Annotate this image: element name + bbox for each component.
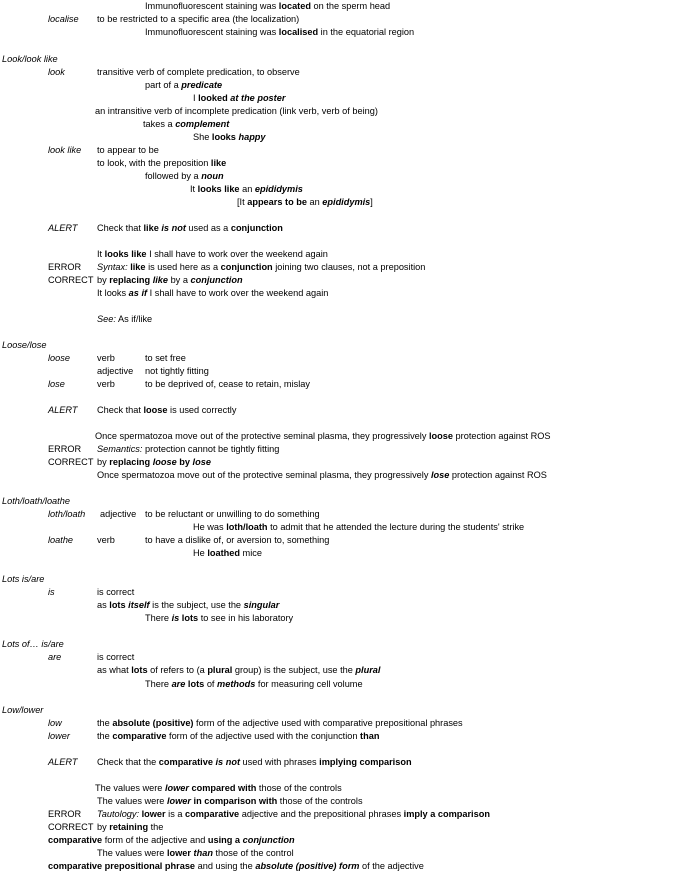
- text-segment: compared with: [191, 783, 257, 793]
- text-segment: to have a dislike of, or aversion to, something: [145, 535, 330, 545]
- text-segment: used as a: [185, 223, 231, 233]
- text-segment: for measuring cell volume: [255, 679, 363, 689]
- text-line: [100, 509, 136, 520]
- text-segment: Immunofluorescent staining was: [145, 1, 279, 11]
- text-segment: is: [48, 587, 55, 597]
- text-segment: the: [97, 718, 113, 728]
- text-segment: to look, with the preposition: [97, 158, 211, 168]
- text-segment: ERROR: [48, 444, 82, 454]
- text-segment: looked: [198, 93, 228, 103]
- text-segment: retaining: [109, 822, 149, 832]
- text-line: [193, 132, 266, 143]
- text-line: [145, 379, 310, 390]
- text-segment: Low/lower: [2, 705, 44, 715]
- text-line: [97, 379, 115, 390]
- text-segment: Check that the: [97, 757, 159, 767]
- text-segment: protection against ROS: [449, 470, 547, 480]
- text-line: [2, 574, 44, 585]
- text-line: [145, 366, 209, 377]
- text-segment: loose: [48, 353, 70, 363]
- text-segment: and using the: [195, 861, 256, 871]
- text-line: [97, 848, 294, 859]
- text-segment: low: [48, 718, 62, 728]
- text-segment: implying comparison: [319, 757, 412, 767]
- text-segment: lower: [141, 809, 166, 819]
- text-segment: in the equatorial region: [318, 27, 415, 37]
- text-line: [97, 535, 115, 546]
- text-segment: than: [193, 848, 213, 858]
- text-segment: loth/loath: [226, 522, 268, 532]
- text-segment: See:: [97, 314, 116, 324]
- text-segment: Check that: [97, 405, 144, 415]
- text-segment: Semantics:: [97, 444, 143, 454]
- text-segment: at the poster: [230, 93, 286, 103]
- text-line: [2, 705, 43, 716]
- text-segment: There: [145, 679, 172, 689]
- text-line: [145, 171, 224, 182]
- text-segment: lots: [109, 600, 126, 610]
- text-segment: verb: [97, 379, 115, 389]
- text-line: [97, 470, 547, 481]
- text-segment: CORRECT: [48, 457, 94, 467]
- text-segment: takes a: [143, 119, 176, 129]
- text-segment: conjunction: [190, 275, 243, 285]
- text-line: [48, 861, 424, 872]
- text-segment: plural: [355, 665, 381, 675]
- text-segment: by: [179, 457, 190, 467]
- text-segment: Once spermatozoa move out of the protective seminal plasma, they progressively: [97, 470, 431, 480]
- text-line: [97, 587, 134, 598]
- text-line: [48, 223, 77, 234]
- text-segment: comparative: [158, 757, 213, 767]
- text-line: [48, 509, 85, 520]
- text-segment: looks like: [104, 249, 147, 259]
- text-segment: The values were: [95, 783, 165, 793]
- text-line: [97, 249, 328, 260]
- text-line: [97, 314, 152, 325]
- text-line: [193, 522, 524, 533]
- text-segment: an intransitive verb of incomplete predication (link verb, verb of being): [95, 106, 378, 116]
- text-line: [48, 835, 295, 846]
- text-segment: imply a comparison: [403, 809, 490, 819]
- text-segment: ALERT: [48, 223, 78, 233]
- text-segment: There: [145, 613, 172, 623]
- text-segment: of: [204, 679, 218, 689]
- text-segment: ERROR: [48, 809, 82, 819]
- text-line: [145, 80, 222, 91]
- text-line: [97, 665, 380, 676]
- text-line: [145, 679, 363, 690]
- text-segment: are: [171, 679, 186, 689]
- text-segment: methods: [217, 679, 256, 689]
- text-segment: loathed: [207, 548, 240, 558]
- text-line: [97, 809, 490, 820]
- text-segment: part of a: [145, 80, 182, 90]
- text-segment: plural: [207, 665, 233, 675]
- text-segment: He: [193, 548, 208, 558]
- text-line: [97, 757, 412, 768]
- text-segment: I shall have to work over the weekend again: [147, 288, 329, 298]
- text-line: [48, 822, 93, 833]
- text-segment: It: [97, 249, 105, 259]
- text-segment: of refers to (a: [147, 665, 208, 675]
- text-line: [48, 457, 93, 468]
- text-segment: adjective and the prepositional phrases: [239, 809, 404, 819]
- text-line: [193, 93, 285, 104]
- text-segment: As if/like: [115, 314, 153, 324]
- text-segment: those of the controls: [256, 783, 342, 793]
- text-segment: He was: [193, 522, 227, 532]
- text-segment: joining two clauses, not a preposition: [272, 262, 426, 272]
- text-line: [97, 718, 463, 729]
- text-segment: are: [48, 652, 62, 662]
- text-segment: on the sperm head: [310, 1, 391, 11]
- text-segment: in comparison with: [193, 796, 278, 806]
- text-segment: loth/loath: [48, 509, 86, 519]
- text-segment: like: [152, 275, 169, 285]
- text-line: [48, 757, 77, 768]
- text-segment: lots: [181, 613, 199, 623]
- text-segment: Lots of… is/are: [2, 639, 64, 649]
- text-segment: I shall have to work over the weekend again: [146, 249, 328, 259]
- text-segment: lower: [48, 731, 70, 741]
- text-segment: adjective: [97, 366, 134, 376]
- text-line: [95, 106, 378, 117]
- text-line: [97, 405, 236, 416]
- text-segment: CORRECT: [48, 275, 94, 285]
- text-segment: loose: [428, 431, 453, 441]
- text-segment: form of the adjective and: [102, 835, 208, 845]
- text-segment: using a: [207, 835, 241, 845]
- text-segment: lower: [166, 848, 191, 858]
- text-segment: the: [148, 822, 164, 832]
- text-segment: [It: [237, 197, 248, 207]
- text-segment: is a: [165, 809, 186, 819]
- text-segment: Tautology:: [97, 809, 140, 819]
- text-line: [97, 14, 299, 25]
- text-segment: lose: [430, 470, 450, 480]
- text-line: [145, 613, 293, 624]
- text-segment: protection against ROS: [452, 431, 551, 441]
- text-segment: to be deprived of, cease to retain, mislay: [145, 379, 310, 389]
- text-segment: conjunction: [230, 223, 283, 233]
- text-segment: replacing: [109, 275, 151, 285]
- text-line: [48, 444, 81, 455]
- text-segment: comparative prepositional phrase: [48, 861, 196, 871]
- text-line: [97, 145, 159, 156]
- text-segment: by a: [168, 275, 191, 285]
- text-segment: verb: [97, 535, 115, 545]
- text-segment: replacing: [109, 457, 151, 467]
- text-line: [145, 509, 320, 520]
- text-segment: group) is the subject, use the: [232, 665, 356, 675]
- text-segment: localised: [278, 27, 319, 37]
- text-segment: like: [130, 262, 146, 272]
- text-line: [190, 184, 303, 195]
- text-segment: lose: [48, 379, 65, 389]
- text-segment: absolute (positive) form: [255, 861, 360, 871]
- text-segment: an: [239, 184, 255, 194]
- text-segment: The values were: [97, 796, 167, 806]
- text-segment: as what: [97, 665, 132, 675]
- text-segment: She: [193, 132, 212, 142]
- text-segment: by: [97, 822, 110, 832]
- text-segment: protection cannot be tightly fitting: [142, 444, 280, 454]
- text-segment: CORRECT: [48, 822, 94, 832]
- text-line: [97, 288, 328, 299]
- text-segment: looks: [211, 132, 236, 142]
- text-segment: to appear to be: [97, 145, 159, 155]
- text-segment: look like: [48, 145, 82, 155]
- text-segment: is not: [215, 757, 240, 767]
- text-line: [97, 353, 115, 364]
- text-line: [95, 783, 342, 794]
- text-line: [97, 600, 279, 611]
- text-line: [145, 1, 390, 12]
- text-line: [48, 67, 65, 78]
- text-segment: as if: [128, 288, 148, 298]
- text-line: [97, 444, 279, 455]
- text-segment: epididymis: [322, 197, 371, 207]
- text-segment: Immunofluorescent staining was: [145, 27, 279, 37]
- text-segment: those of the control: [212, 848, 294, 858]
- text-line: [2, 340, 46, 351]
- text-segment: transitive verb of complete predication, to observe: [97, 67, 300, 77]
- text-line: [48, 405, 77, 416]
- text-segment: adjective: [100, 509, 137, 519]
- text-line: [48, 535, 73, 546]
- text-segment: is not: [161, 223, 186, 233]
- text-segment: noun: [201, 171, 224, 181]
- text-segment: is used here as a: [145, 262, 221, 272]
- text-segment: comparative: [185, 809, 240, 819]
- text-line: [48, 379, 65, 390]
- text-segment: form of the adjective used with comparative prepositional phrases: [193, 718, 463, 728]
- text-segment: loose: [152, 457, 177, 467]
- text-line: [48, 731, 70, 742]
- text-line: [2, 54, 58, 65]
- text-segment: of the adjective: [359, 861, 424, 871]
- text-segment: ALERT: [48, 757, 78, 767]
- text-segment: It: [190, 184, 198, 194]
- text-segment: singular: [243, 600, 280, 610]
- text-segment: lose: [192, 457, 211, 467]
- text-segment: Lots is/are: [2, 574, 45, 584]
- text-segment: itself: [128, 600, 150, 610]
- text-segment: predicate: [181, 80, 223, 90]
- text-line: [237, 197, 373, 208]
- text-segment: ]: [370, 197, 373, 207]
- text-line: [95, 431, 551, 442]
- text-line: [48, 652, 61, 663]
- text-segment: lots: [131, 665, 148, 675]
- text-segment: ALERT: [48, 405, 78, 415]
- text-segment: like: [210, 158, 227, 168]
- text-line: [97, 275, 243, 286]
- text-segment: ERROR: [48, 262, 82, 272]
- text-line: [97, 67, 300, 78]
- text-segment: lots: [187, 679, 205, 689]
- text-segment: is: [171, 613, 180, 623]
- text-line: [48, 718, 62, 729]
- text-segment: than: [360, 731, 380, 741]
- text-segment: conjunction: [242, 835, 295, 845]
- text-segment: not tightly fitting: [145, 366, 209, 376]
- text-line: [48, 14, 79, 25]
- text-line: [48, 353, 70, 364]
- text-line: [48, 145, 81, 156]
- text-segment: complement: [175, 119, 230, 129]
- text-segment: Check that: [97, 223, 144, 233]
- text-segment: The values were: [97, 848, 167, 858]
- text-segment: is correct: [97, 587, 135, 597]
- text-segment: mice: [239, 548, 262, 558]
- text-segment: appears to be: [247, 197, 307, 207]
- text-line: [48, 275, 93, 286]
- text-line: [145, 27, 414, 38]
- text-segment: Once spermatozoa move out of the protective seminal plasma, they progressively: [95, 431, 429, 441]
- text-segment: happy: [238, 132, 266, 142]
- text-segment: form of the adjective used with the conjunction: [166, 731, 361, 741]
- text-line: [97, 366, 133, 377]
- text-line: [97, 262, 425, 273]
- text-segment: by: [97, 457, 110, 467]
- text-line: [145, 535, 329, 546]
- text-segment: Loose/lose: [2, 340, 47, 350]
- text-segment: to admit that he attended the lecture during the students' strike: [267, 522, 525, 532]
- text-line: [193, 548, 262, 559]
- text-segment: Syntax:: [97, 262, 128, 272]
- text-segment: It looks: [97, 288, 129, 298]
- text-segment: lower: [166, 796, 191, 806]
- text-line: [2, 496, 70, 507]
- text-line: [48, 587, 55, 598]
- text-segment: comparative: [112, 731, 167, 741]
- text-line: [97, 457, 211, 468]
- text-line: [97, 223, 283, 234]
- text-line: [97, 731, 379, 742]
- text-segment: the: [97, 731, 113, 741]
- text-segment: localise: [48, 14, 79, 24]
- text-segment: followed by a: [145, 171, 202, 181]
- text-segment: conjunction: [220, 262, 273, 272]
- text-line: [97, 796, 363, 807]
- text-segment: loose: [143, 405, 168, 415]
- text-segment: to see in his laboratory: [198, 613, 294, 623]
- text-segment: used with phrases: [240, 757, 320, 767]
- text-line: [145, 353, 186, 364]
- text-segment: by: [97, 275, 110, 285]
- text-segment: located: [278, 1, 311, 11]
- text-line: [143, 119, 229, 130]
- text-segment: look: [48, 67, 65, 77]
- text-line: [48, 809, 81, 820]
- text-segment: comparative: [48, 835, 103, 845]
- text-segment: to be restricted to a specific area (the localization): [97, 14, 300, 24]
- text-line: [2, 639, 64, 650]
- text-segment: as: [97, 600, 110, 610]
- text-segment: Loth/loath/loathe: [2, 496, 70, 506]
- text-segment: is the subject, use the: [149, 600, 244, 610]
- text-segment: those of the controls: [277, 796, 363, 806]
- text-line: [97, 158, 226, 169]
- text-line: [48, 262, 81, 273]
- text-segment: is used correctly: [167, 405, 237, 415]
- text-segment: like: [143, 223, 159, 233]
- text-segment: an: [306, 197, 323, 207]
- text-segment: lower: [164, 783, 189, 793]
- text-segment: to be reluctant or unwilling to do something: [145, 509, 320, 519]
- text-line: [97, 822, 163, 833]
- text-segment: is correct: [97, 652, 135, 662]
- text-segment: Look/look like: [2, 54, 58, 64]
- text-segment: verb: [97, 353, 115, 363]
- text-segment: to set free: [145, 353, 186, 363]
- text-segment: loathe: [48, 535, 74, 545]
- text-segment: absolute (positive): [112, 718, 194, 728]
- text-line: [97, 652, 134, 663]
- text-segment: looks like: [197, 184, 240, 194]
- text-segment: epididymis: [254, 184, 303, 194]
- text-segment: I: [193, 93, 199, 103]
